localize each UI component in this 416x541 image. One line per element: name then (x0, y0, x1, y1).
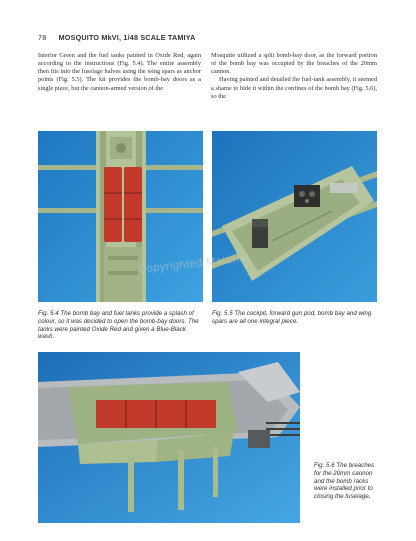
text-column-right (211, 52, 377, 101)
caption-fig-5-5: Fig. 5.5 The cockpit, forward gun pod, bomb bay and wing spars are all one integral piece. (212, 310, 372, 325)
chapter-title: MOSQUITO MkVI, 1/48 SCALE TAMIYA (58, 33, 196, 42)
paragraph: Having painted and detailed the fuel-tank assembly, it seemed a shame to hide it within the confines of the bomb bay (Fig. 5.6), so the (211, 76, 377, 100)
running-header (38, 33, 195, 42)
photo-fig-5-5 (212, 131, 377, 302)
paragraph: Interior Green and the fuel tanks painted in Oxide Red, again according to the instructions (Fig. 5.4). The entire assembly then fits into the fuselage halves using the wing spars as anchor points (Fig. 5.5). The kit provides the bomb-bay doors as a single piece, but the cannon-armed version of the (38, 52, 201, 92)
watermark: Copyrighted Material (137, 252, 250, 276)
photo-fig-5-6 (38, 352, 300, 523)
caption-fig-5-4: Fig. 5.4 The bomb bay and fuel tanks provide a splash of colour, so it was decided to open the bomb-bay doors. The tanks were painted Oxide Red and given a Blue-Black wash. (38, 310, 199, 341)
photo-fig-5-4 (38, 131, 203, 302)
paragraph: Mosquito utilized a split bomb-bay door, as the forward portion of the bomb bay was occupied by the breaches of the 20mm cannon. (211, 52, 377, 76)
page-number: 78 (38, 33, 47, 42)
caption-fig-5-6: Fig. 5.6 The breaches for the 20mm cannon and the bomb racks were installed prior to closing the fuselage. (314, 462, 375, 501)
text-column-left (38, 52, 201, 93)
